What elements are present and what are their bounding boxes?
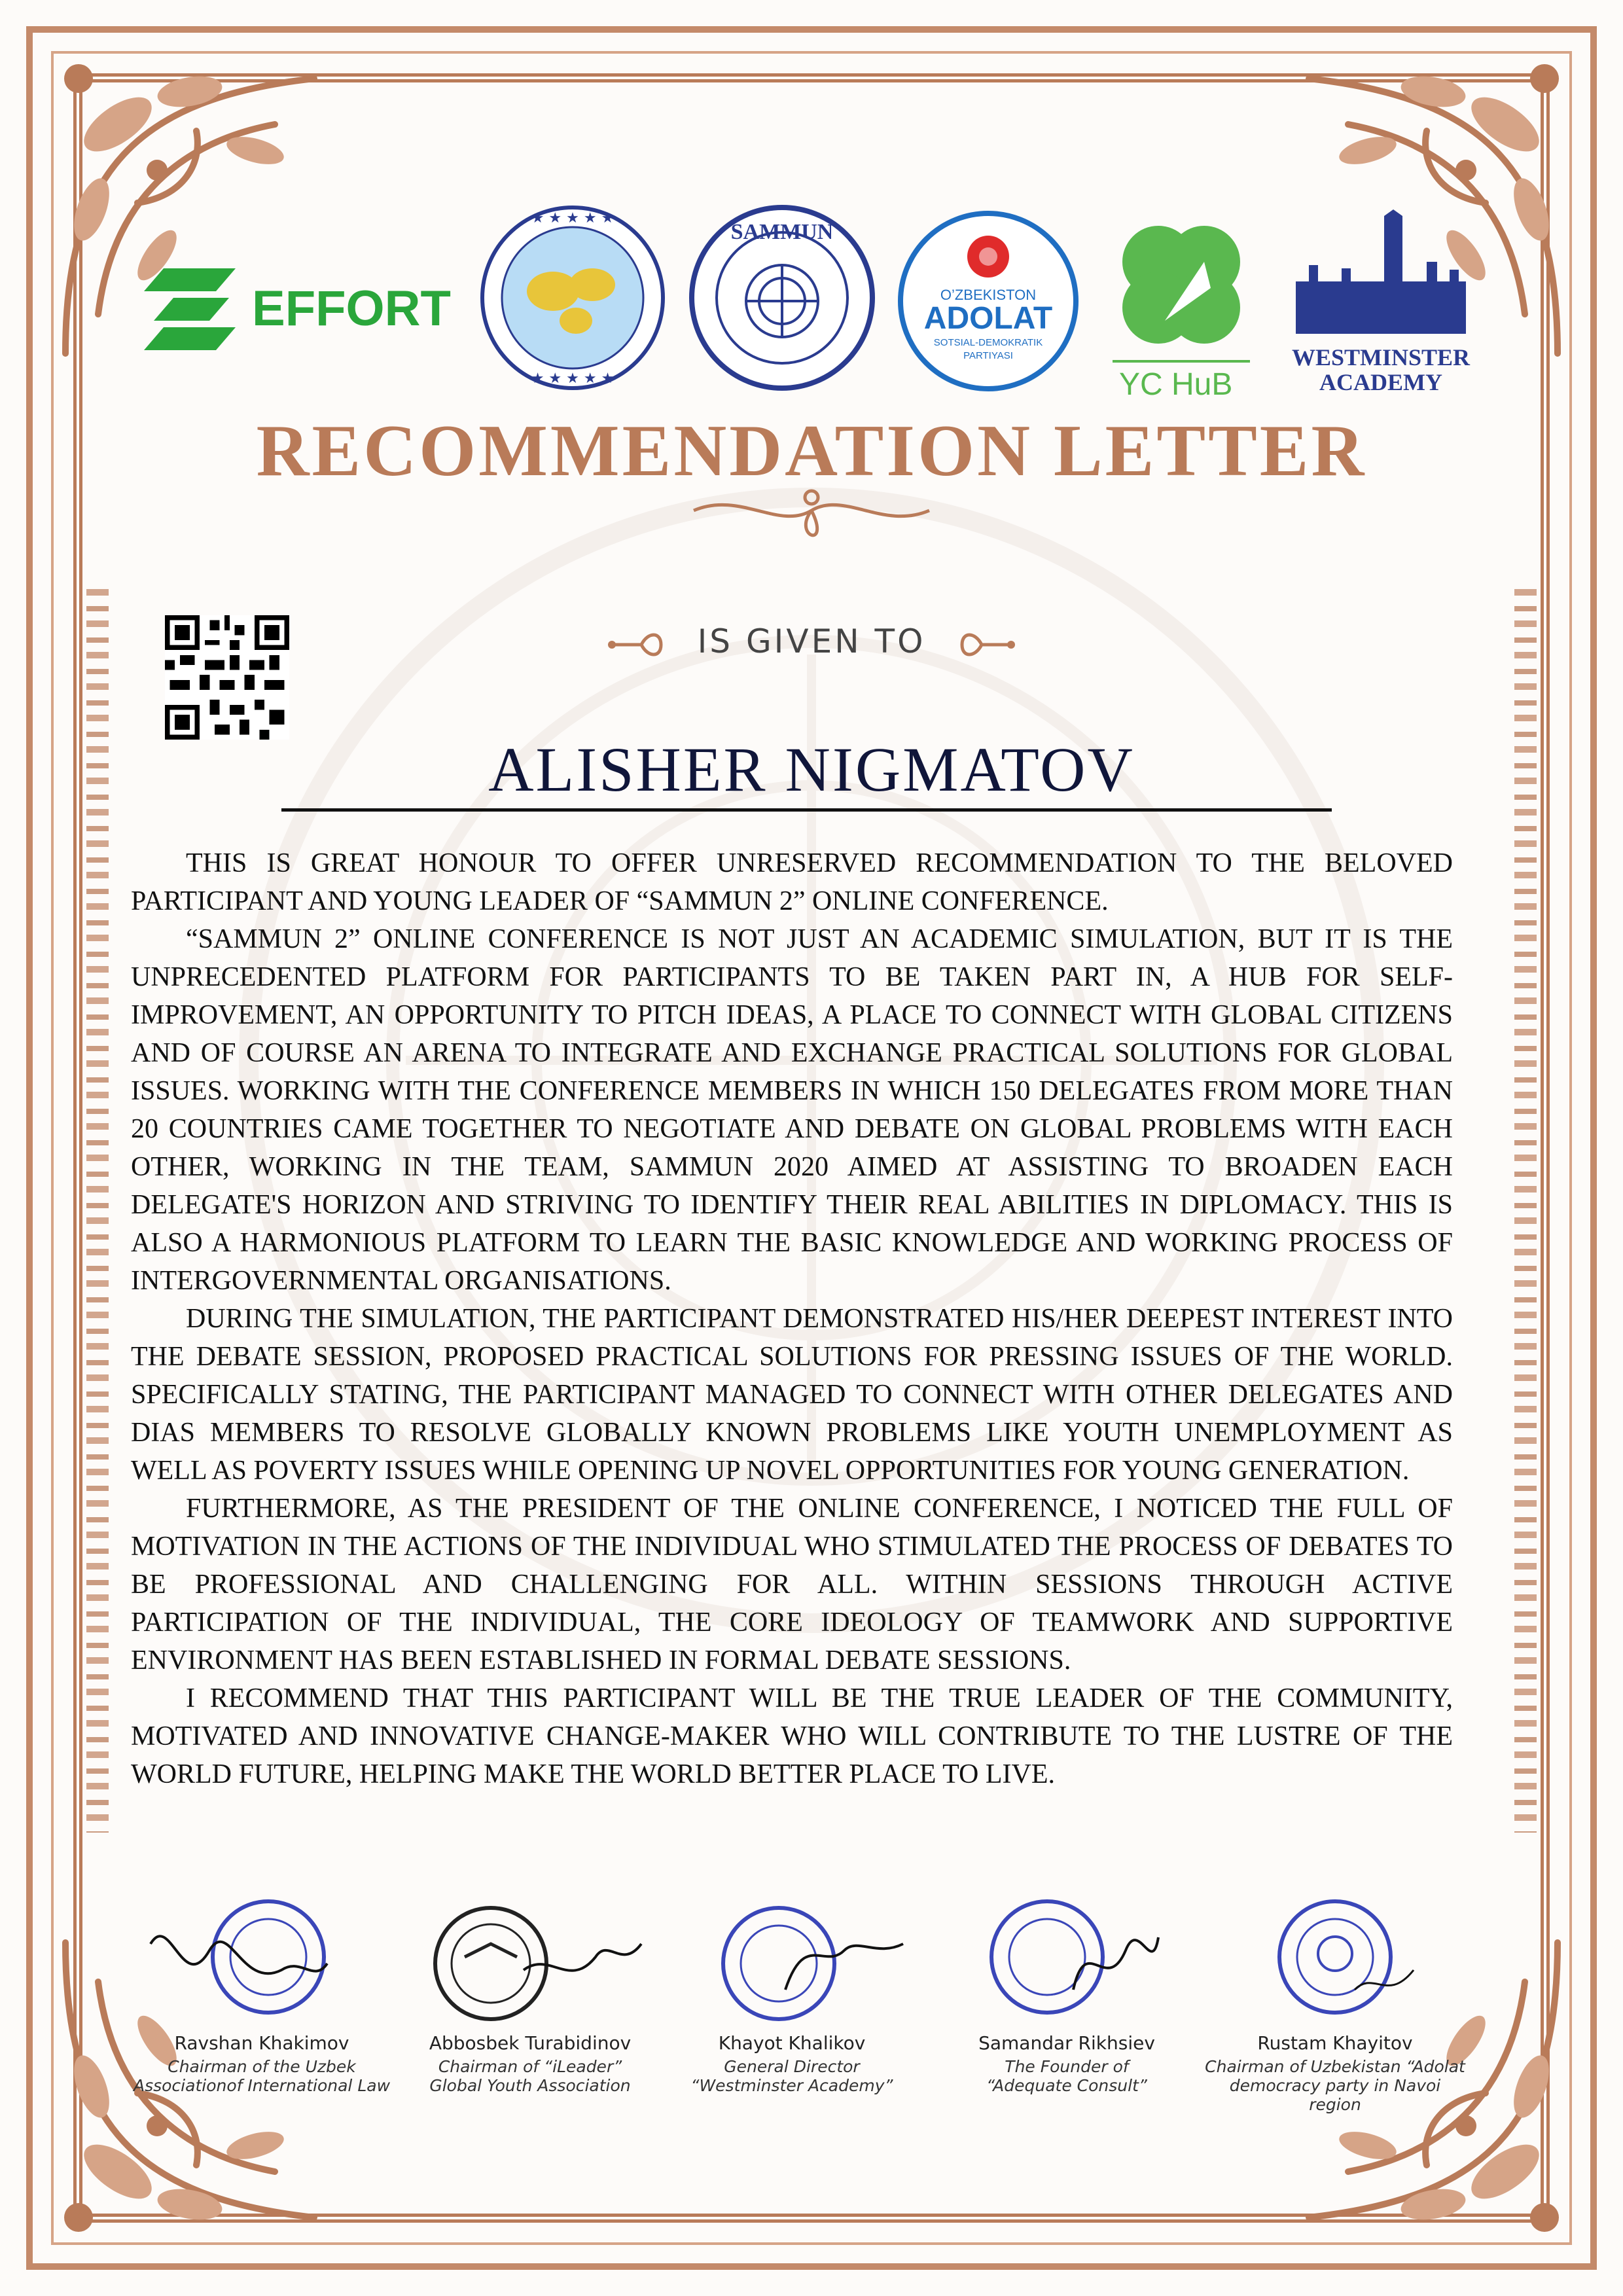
sammun-logo [687, 203, 877, 393]
signatory-name: Samandar Rikhsiev [978, 2032, 1155, 2054]
parliament-building-icon [1283, 209, 1479, 340]
sammun-logo-text: SAMMUN [730, 220, 834, 244]
stamp-signature-image [661, 1892, 923, 2042]
stamp-signature-image [1204, 1892, 1466, 2042]
effort-wordmark: EFFORT [252, 281, 451, 336]
signatory-title: Chairman of Uzbekistan “Adolat democracy party in Navoi region [1205, 2057, 1465, 2114]
recipient-underline [281, 808, 1332, 812]
adolat-line3: SOTSIAL-DEMOKRATIK [933, 337, 1043, 348]
partner-logos [124, 196, 1499, 412]
body-paragraph: DURING THE SIMULATION, THE PARTICIPANT DEMONSTRATED HIS/HER DEEPEST INTEREST INTO THE DEBATE SESSION, PROPOSED PRACTICAL SOLUTIONS FOR PRESSING ISSUES OF THE WORLD. SPECIFICALLY STATING, THE PARTICIPANT MANAGED TO CONNECT WITH OTHER DELEGATES AND DIAS MEMBERS TO RESOLVE GLOBALLY KNOWN PROBLEMS LIKE YOUTH UNEMPLOYMENT AS WELL AS POVERTY ISSUES WHILE OPENING UP NOVEL OPPORTUNITIES FOR YOUNG GENERATION. [131, 1304, 1453, 1486]
given-to-label: IS GIVEN TO [697, 622, 926, 660]
signature-block [399, 1892, 661, 2121]
westminster-academy-logo [1283, 209, 1479, 399]
body-paragraph: FURTHERMORE, AS THE PRESIDENT OF THE ONLINE CONFERENCE, I NOTICED THE FULL OF MOTIVATION IN THE ACTIONS OF THE INDIVIDUAL WHO STIMULATED THE PROCESS OF DEBATES TO BE PROFESSIONAL AND CHALLENGING FOR ALL. WITHIN SESSIONS THROUGH ACTIVE PARTICIPATION OF THE INDIVIDUAL, THE CORE IDEOLOGY OF TEAMWORK AND SUPPORTIVE ENVIRONMENT HAS BEEN ESTABLISHED IN FORMAL DEBATE SESSIONS. [131, 1494, 1453, 1676]
ornament-right-icon [955, 625, 1021, 664]
adolat-line1: O’ZBEKISTON [940, 287, 1037, 303]
adolat-line2: ADOLAT [923, 301, 1053, 336]
stamp-signature-image [936, 1892, 1198, 2042]
stamp-signature-image [399, 1892, 661, 2042]
signatory-title: General Director “Westminster Academy” [690, 2057, 893, 2095]
ychub-logo [1106, 209, 1257, 402]
signatory-name: Abbosbek Turabidinov [429, 2032, 632, 2054]
stamp-signature-image [131, 1892, 393, 2042]
effort-logo [137, 262, 451, 353]
given-to-row [609, 619, 1014, 671]
body-paragraph: I RECOMMEND THAT THIS PARTICIPANT WILL BE THE TRUE LEADER OF THE COMMUNITY, MOTIVATED AND INNOVATIVE CHANGE-MAKER WHO WILL CONTRIBUTE TO THE LUSTRE OF THE WORLD FUTURE, HELPING MAKE THE WORLD BETTER PLACE TO LIVE. [131, 1683, 1453, 1789]
un-emblem-icon [746, 265, 818, 337]
ychub-wordmark: YC HuB [1119, 367, 1233, 402]
signatory-title: Chairman of “iLeader” Global Youth Association [429, 2057, 631, 2095]
westminster-line2: ACADEMY [1319, 369, 1442, 395]
body-paragraph: THIS IS GREAT HONOUR TO OFFER UNRESERVED RECOMMENDATION TO THE BELOVED PARTICIPANT AND YOUNG LEADER OF “SAMMUN 2” ONLINE CONFERENCE. [131, 848, 1453, 916]
document-title: RECOMMENDATION LETTER [256, 410, 1367, 492]
westminster-line1: WESTMINSTER [1291, 344, 1471, 370]
svg-text:★ ★ ★ ★ ★: ★ ★ ★ ★ ★ [531, 210, 615, 226]
letter-body [131, 844, 1453, 1793]
adolat-party-logo [897, 209, 1080, 393]
signatures-row [131, 1892, 1492, 2121]
signatory-name: Ravshan Khakimov [174, 2032, 349, 2054]
signatory-title: Chairman of the Uzbek Associationof International Law [133, 2057, 391, 2095]
adolat-line4: PARTIYASI [963, 350, 1013, 361]
signature-block [1204, 1892, 1466, 2121]
title-flourish-ornament [681, 484, 942, 556]
signatory-title: The Founder of “Adequate Consult” [986, 2057, 1147, 2095]
signature-block [131, 1892, 393, 2121]
uzbek-association-logo [478, 203, 668, 393]
signatory-name: Rustam Khayitov [1257, 2032, 1413, 2054]
signature-block [661, 1892, 923, 2121]
svg-text:★ ★ ★ ★ ★: ★ ★ ★ ★ ★ [531, 370, 615, 387]
recipient-name: ALISHER NIGMATOV [488, 734, 1135, 804]
body-paragraph: “SAMMUN 2” ONLINE CONFERENCE IS NOT JUST AN ACADEMIC SIMULATION, BUT IT IS THE UNPRECEDENTED PLATFORM FOR PARTICIPANTS TO BE TAKEN PART IN, A HUB FOR SELF-IMPROVEMENT, AN OPPORTUNITY TO PITCH IDEAS, A PLACE TO CONNECT WITH GLOBAL CITIZENS AND OF COURSE AN ARENA TO INTEGRATE AND EXCHANGE PRACTICAL SOLUTIONS FOR GLOBAL ISSUES. WORKING WITH THE CONFERENCE MEMBERS IN WHICH 150 DELEGATES FROM MORE THAN 20 COUNTRIES CAME TOGETHER TO NEGOTIATE AND DEBATE ON GLOBAL PROBLEMS WITH EACH OTHER, WORKING IN THE TEAM, SAMMUN 2020 AIMED AT ASSISTING TO BROADEN EACH DELEGATE'S HORIZON AND STRIVING TO IDENTIFY THEIR REAL ABILITIES IN DIPLOMACY. THIS IS ALSO A HARMONIOUS PLATFORM TO LEARN THE BASIC KNOWLEDGE AND WORKING PROCESS OF INTERGOVERNMENTAL ORGANISATIONS. [131, 924, 1453, 1296]
signature-block [936, 1892, 1198, 2121]
effort-s-icon [137, 262, 242, 353]
rocket-clover-icon [1106, 209, 1257, 367]
rose-icon [967, 236, 1009, 278]
signatory-name: Khayot Khalikov [718, 2032, 866, 2054]
qr-code [165, 615, 289, 740]
